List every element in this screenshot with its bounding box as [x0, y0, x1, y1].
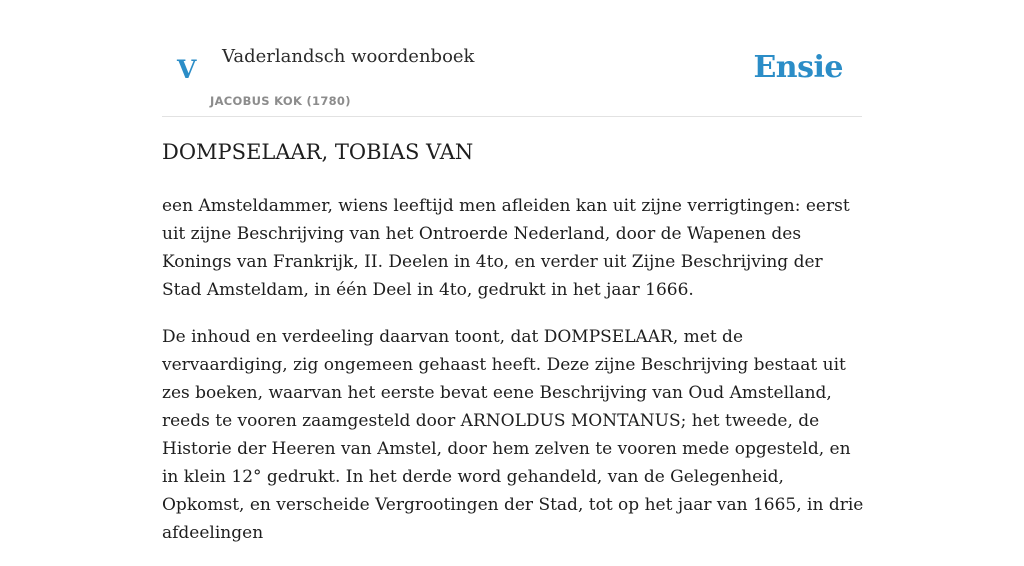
entry-title: DOMPSELAAR, TOBIAS VAN [162, 140, 474, 164]
entry-paragraph: een Amsteldammer, wiens leeftijd men afleiden kan uit zijne verrigtingen: eerst uit zijne Beschrijving van het Ontroerde Nederland, door de Wapenen des Konings van Frankrijk, II. Deelen in 4to, en verder uit Zijne Beschrijving der Stad Amsteldam, in één Deel in 4to, gedrukt in het jaar 1666. [162, 196, 850, 300]
entry-paragraph: De inhoud en verdeeling daarvan toont, dat DOMPSELAAR, met de vervaardiging, zig ongemeen gehaast heeft. Deze zijne Beschrijving bestaat uit zes boeken, waarvan het eerste bevat eene Beschrijving van Oud Amstelland, reeds te vooren zaamgesteld door ARNOLDUS MONTANUS; het tweede, de Historie der Heeren van Amstel, door hem zelven te vooren mede opgesteld, en in klein 12° gedrukt. In het derde word gehandeld, van de Gelegenheid, Opkomst, en verscheide Vergrootingen der Stad, tot op het jaar van 1665, in drie afdeelingen [162, 327, 864, 543]
letter-index-link[interactable]: V [177, 55, 197, 84]
dictionary-author: JACOBUS KOK (1780) [210, 94, 351, 108]
ensie-logo[interactable]: Ensie [753, 50, 843, 85]
dictionary-title-link[interactable]: Vaderlandsch woordenboek [222, 46, 475, 67]
dictionary-header [162, 0, 862, 117]
entry-body [162, 192, 866, 566]
